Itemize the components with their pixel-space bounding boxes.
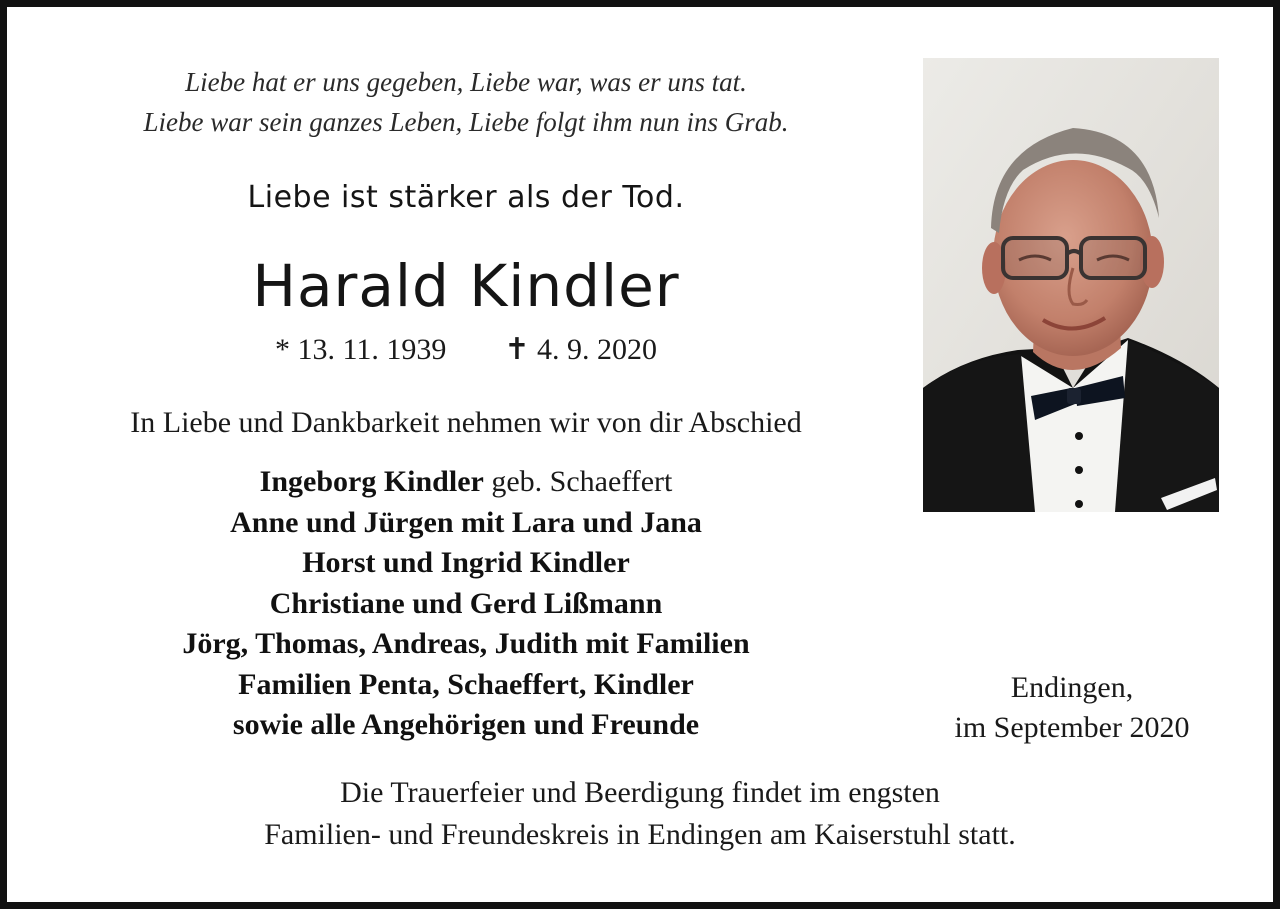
place-and-date (922, 668, 1222, 748)
quote-line-2: Liebe war sein ganzes Leben, Liebe folgt ihm nun ins Grab. (143, 107, 789, 137)
mourner-line-text: Christiane und Gerd Lißmann (269, 586, 663, 620)
mourners-list (40, 462, 892, 746)
death-date: ✝ 4. 9. 2020 (504, 333, 658, 366)
footer-line-1: Die Trauerfeier und Beerdigung findet im engsten (340, 776, 940, 809)
quote-line-1: Liebe hat er uns gegeben, Liebe war, was er uns tat. (185, 67, 747, 97)
place-line-1: Endingen, (1010, 671, 1134, 704)
farewell-intro: In Liebe und Dankbarkeit nehmen wir von dir Abschied (130, 406, 802, 439)
deceased-name: Harald Kindler (252, 252, 680, 320)
mourner-line-text: Horst und Ingrid Kindler (302, 546, 630, 579)
mourner-line (40, 462, 892, 503)
motto: Liebe ist stärker als der Tod. (247, 180, 685, 215)
mourner-line (40, 543, 892, 584)
mourner-line (40, 584, 892, 625)
mourner-spouse-maiden: geb. Schaeffert (483, 465, 673, 498)
mourner-line-text: Jörg, Thomas, Andreas, Judith mit Familien (182, 627, 750, 660)
mourner-spouse-name: Ingeborg Kindler (259, 465, 484, 498)
life-dates (40, 332, 892, 367)
mourner-line (40, 665, 892, 706)
place-line-2: im September 2020 (954, 711, 1190, 744)
mourner-line (40, 705, 892, 746)
memorial-quote (40, 62, 892, 142)
portrait-photo (923, 58, 1219, 512)
mourner-line-text: Familien Penta, Schaeffert, Kindler (238, 667, 694, 701)
mourner-line (40, 624, 892, 665)
mourner-line (40, 503, 892, 544)
mourner-line-text: sowie alle Angehörigen und Freunde (232, 708, 700, 741)
mourner-line-text: Anne und Jürgen mit Lara und Jana (230, 505, 702, 539)
funeral-notice (40, 772, 1240, 856)
birth-date: * 13. 11. 1939 (274, 333, 447, 366)
footer-line-2: Familien- und Freundeskreis in Endingen am Kaiserstuhl statt. (264, 818, 1016, 851)
